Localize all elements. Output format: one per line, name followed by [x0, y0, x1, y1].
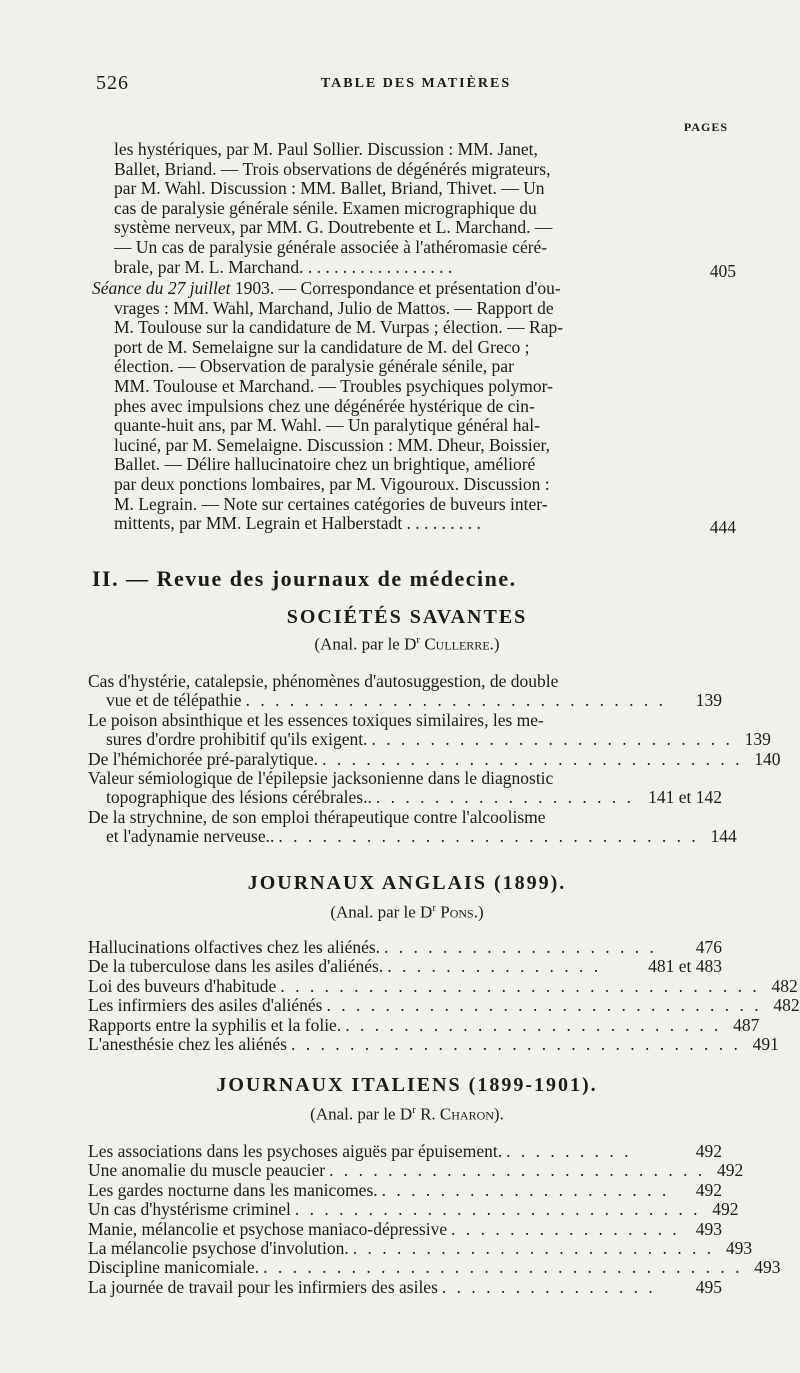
entry-line: par deux ponctions lombaires, par M. Vigouroux. Discussion :	[114, 473, 550, 494]
item-line: vue et de télépathie	[106, 690, 242, 711]
analyst-prefix: (Anal. par le D	[314, 634, 417, 654]
item-line: Les gardes nocturne dans les manicomes.	[88, 1179, 378, 1200]
page-ref: 405	[709, 260, 736, 281]
running-title: TABLE DES MATIÈRES	[320, 76, 512, 91]
page-ref: 491	[752, 1034, 779, 1055]
anglais-list	[88, 937, 800, 1055]
entry-line: vrages : MM. Wahl, Marchand, Julio de Mattos. — Rapport de	[114, 297, 554, 318]
item-line: De l'hémichorée pré-paralytique.	[88, 748, 319, 769]
item-line: Le poison absinthique et les essences toxiques similaires, les me-	[88, 709, 544, 730]
page-ref: 492	[695, 1179, 722, 1200]
session-entry	[92, 278, 736, 538]
entry-line: luciné, par M. Semelaigne. Discussion : MM. Dheur, Boissier,	[114, 434, 551, 455]
entry-line: mittents, par MM. Legrain et Halberstadt . . . . . . . . .	[114, 513, 481, 534]
session-date: 27 juillet	[167, 278, 231, 298]
list-item: Manie, mélancolie et psychose maniaco-dépressive . . . . . . . . . . . . . . . . 493	[88, 1218, 722, 1239]
page-number: 526	[96, 72, 129, 94]
item-line: Rapports entre la syphilis et la folie.	[88, 1014, 342, 1035]
entry-line: les hystériques, par M. Paul Sollier. Discussion : MM. Janet,	[114, 139, 538, 159]
page-ref: 139	[695, 690, 722, 711]
analyst-sup: r	[416, 634, 421, 646]
item-line: Valeur sémiologique de l'épilepsie jacksonienne dans le diagnostic	[88, 768, 554, 789]
entry-line: quante-huit ans, par M. Wahl. — Un paralytique général hal-	[114, 415, 540, 436]
item-line: La mélancolie psychose d'involution.	[88, 1238, 349, 1259]
list-item: De la tuberculose dans les asiles d'aliénés. . . . . . . . . . . . . . . . 481 et 483	[88, 956, 722, 977]
list-item: L'anesthésie chez les aliénés . . . . . . . . . . . . . . . . . . . . . . . . . . . . . . . 491	[88, 1034, 779, 1055]
entry-line: port de M. Semelaigne sur la candidature de M. del Greco ;	[114, 336, 530, 357]
list-item: Loi des buveurs d'habitude . . . . . . . . . . . . . . . . . . . . . . . . . . . . . . . . . 482	[88, 975, 798, 996]
list-item: La journée de travail pour les infirmiers des asiles . . . . . . . . . . . . . . . 495	[88, 1276, 722, 1297]
list-item: Une anomalie du muscle peaucier . . . . . . . . . . . . . . . . . . . . . . . . . . 492	[88, 1160, 744, 1181]
entry-line: M. Toulouse sur la candidature de M. Vurpas ; élection. — Rap-	[114, 317, 564, 338]
pages-column-label: PAGES	[683, 120, 728, 134]
list-item: La mélancolie psychose d'involution. . . . . . . . . . . . . . . . . . . . . . . . . . 493	[88, 1238, 753, 1259]
list-item: Les associations dans les psychoses aiguës par épuisement. . . . . . . . . . 492	[88, 1141, 722, 1161]
page-ref: 139	[744, 729, 771, 750]
entry-line: système nerveux, par MM. G. Doutrebente et L. Marchand. —	[114, 217, 553, 238]
entry-line: — Un cas de paralysie générale associée à l'athéromasie céré-	[114, 236, 548, 257]
list-item: Cas d'hystérie, catalepsie, phénomènes d'autosuggestion, de double vue et de télépathie . . . . . . . . . . . . . . . . . . . . . . . . . . . . . 139	[88, 671, 722, 711]
entry-line: élection. — Observation de paralysie générale sénile, par	[114, 356, 514, 377]
analyst-name: Pons.)	[440, 902, 484, 922]
analyst-sup: r	[412, 1104, 416, 1116]
item-line: Cas d'hystérie, catalepsie, phénomènes d'autosuggestion, de double	[88, 671, 559, 691]
list-item: De l'hémichorée pré-paralytique. . . . . . . . . . . . . . . . . . . . . . . . . . . . . . 140	[88, 748, 781, 769]
page-ref: 482	[771, 975, 798, 996]
item-line: Manie, mélancolie et psychose maniaco-dépressive	[88, 1218, 448, 1239]
item-line: L'anesthésie chez les aliénés	[88, 1034, 287, 1055]
item-line: Discipline manicomiale.	[88, 1257, 260, 1278]
item-line: Les associations dans les psychoses aiguës par épuisement.	[88, 1141, 503, 1161]
entry-line: Ballet. — Délire hallucinatoire chez un brightique, amélioré	[114, 454, 536, 475]
entry-line: brale, par M. L. Marchand. . . . . . . . . . . . . . . . . .	[114, 256, 453, 277]
list-item: Discipline manicomiale. . . . . . . . . . . . . . . . . . . . . . . . . . . . . . . . . . 493	[88, 1257, 781, 1278]
analyst-prefix: (Anal. par le D	[310, 1104, 413, 1124]
entry-line: M. Legrain. — Note sur certaines catégories de buveurs inter-	[114, 493, 548, 514]
entry-line: phes avec impulsions chez une dégénérée hystérique de cin-	[114, 395, 535, 416]
item-line: De la tuberculose dans les asiles d'aliénés.	[88, 956, 384, 977]
analyst-sup: r	[432, 902, 436, 914]
list-item: Valeur sémiologique de l'épilepsie jacksonienne dans le diagnostic topographique des lésions cérébrales.. . . . . . . . . . . . . . . . . . . 141 et 142	[88, 768, 722, 808]
societes-list	[88, 671, 781, 847]
subsection-heading: SOCIÉTÉS SAVANTES	[286, 606, 528, 628]
page-ref: 144	[710, 826, 737, 847]
list-item: Hallucinations olfactives chez les aliénés. . . . . . . . . . . . . . . . . . . . 476	[88, 937, 722, 957]
page-ref: 444	[709, 517, 736, 538]
page-ref: 492	[712, 1199, 739, 1220]
item-line: Les infirmiers des asiles d'aliénés	[88, 995, 323, 1016]
item-line: De la strychnine, de son emploi thérapeutique contre l'alcoolisme	[88, 806, 546, 827]
page-ref: 493	[754, 1257, 781, 1278]
page-ref: 495	[695, 1276, 722, 1297]
entry-line: 1903. — Correspondance et présentation d'ou-	[234, 278, 561, 298]
analyst-name: R. Charon).	[420, 1104, 504, 1124]
list-item: Le poison absinthique et les essences toxiques similaires, les me- sures d'ordre prohibitif qu'ils exigent. . . . . . . . . . . . . . . . . . . . . . . . . . 139	[88, 709, 771, 750]
analyst-line	[92, 902, 722, 923]
list-item: Rapports entre la syphilis et la folie. . . . . . . . . . . . . . . . . . . . . . . . . . . 487	[88, 1014, 760, 1035]
page-ref: 493	[695, 1218, 722, 1239]
list-item: Les infirmiers des asiles d'aliénés . . . . . . . . . . . . . . . . . . . . . . . . . . . . . . 482	[88, 995, 800, 1016]
item-line: et l'adynamie nerveuse..	[106, 826, 275, 847]
list-item: Un cas d'hystérisme criminel . . . . . . . . . . . . . . . . . . . . . . . . . . . . 492	[88, 1199, 739, 1220]
item-line: Une anomalie du muscle peaucier	[88, 1160, 326, 1181]
page-ref: 487	[733, 1014, 760, 1035]
analyst-line	[92, 634, 722, 655]
entry-line: MM. Toulouse et Marchand. — Troubles psychiques polymor-	[114, 375, 553, 396]
item-line: Hallucinations olfactives chez les aliénés.	[88, 937, 381, 957]
subsection-heading: JOURNAUX ITALIENS (1899-1901).	[216, 1074, 598, 1096]
page-ref: 140	[754, 748, 781, 769]
subsection-heading: JOURNAUX ANGLAIS (1899).	[247, 872, 567, 894]
item-line: La journée de travail pour les infirmiers des asiles	[88, 1276, 438, 1297]
entry-line: par M. Wahl. Discussion : MM. Ballet, Briand, Thivet. — Un	[114, 178, 545, 199]
entry-line: cas de paralysie générale sénile. Examen micrographique du	[114, 197, 537, 218]
italiens-list	[88, 1141, 781, 1297]
analyst-line	[92, 1104, 722, 1125]
page-ref: 141 et 142	[648, 787, 722, 808]
session-label: Séance du	[92, 278, 164, 298]
entry-line: Ballet, Briand. — Trois observations de dégénérés migrateurs,	[114, 158, 551, 179]
list-item: Les gardes nocturne dans les manicomes. . . . . . . . . . . . . . . . . . . . . 492	[88, 1179, 722, 1200]
analyst-prefix: (Anal. par le D	[330, 902, 433, 922]
page-ref: 492	[717, 1160, 744, 1181]
list-item: De la strychnine, de son emploi thérapeutique contre l'alcoolisme et l'adynamie nerveuse.. . . . . . . . . . . . . . . . . . . . . . . . . . . . . . 144	[88, 806, 737, 847]
item-line: Loi des buveurs d'habitude	[88, 975, 277, 996]
page-ref: 493	[725, 1238, 753, 1259]
item-line: Un cas d'hystérisme criminel	[88, 1199, 291, 1220]
section-heading: II. — Revue des journaux de médecine.	[92, 566, 517, 591]
item-line: topographique des lésions cérébrales..	[106, 787, 372, 808]
page-ref: 476	[695, 937, 722, 957]
item-line: sures d'ordre prohibitif qu'ils exigent.	[106, 729, 368, 750]
session-entry-continued	[92, 139, 736, 281]
page-ref: 482	[773, 995, 800, 1016]
analyst-name: Cullerre.)	[424, 634, 500, 654]
page-ref: 481 et 483	[648, 956, 722, 977]
page-ref: 492	[695, 1141, 722, 1161]
